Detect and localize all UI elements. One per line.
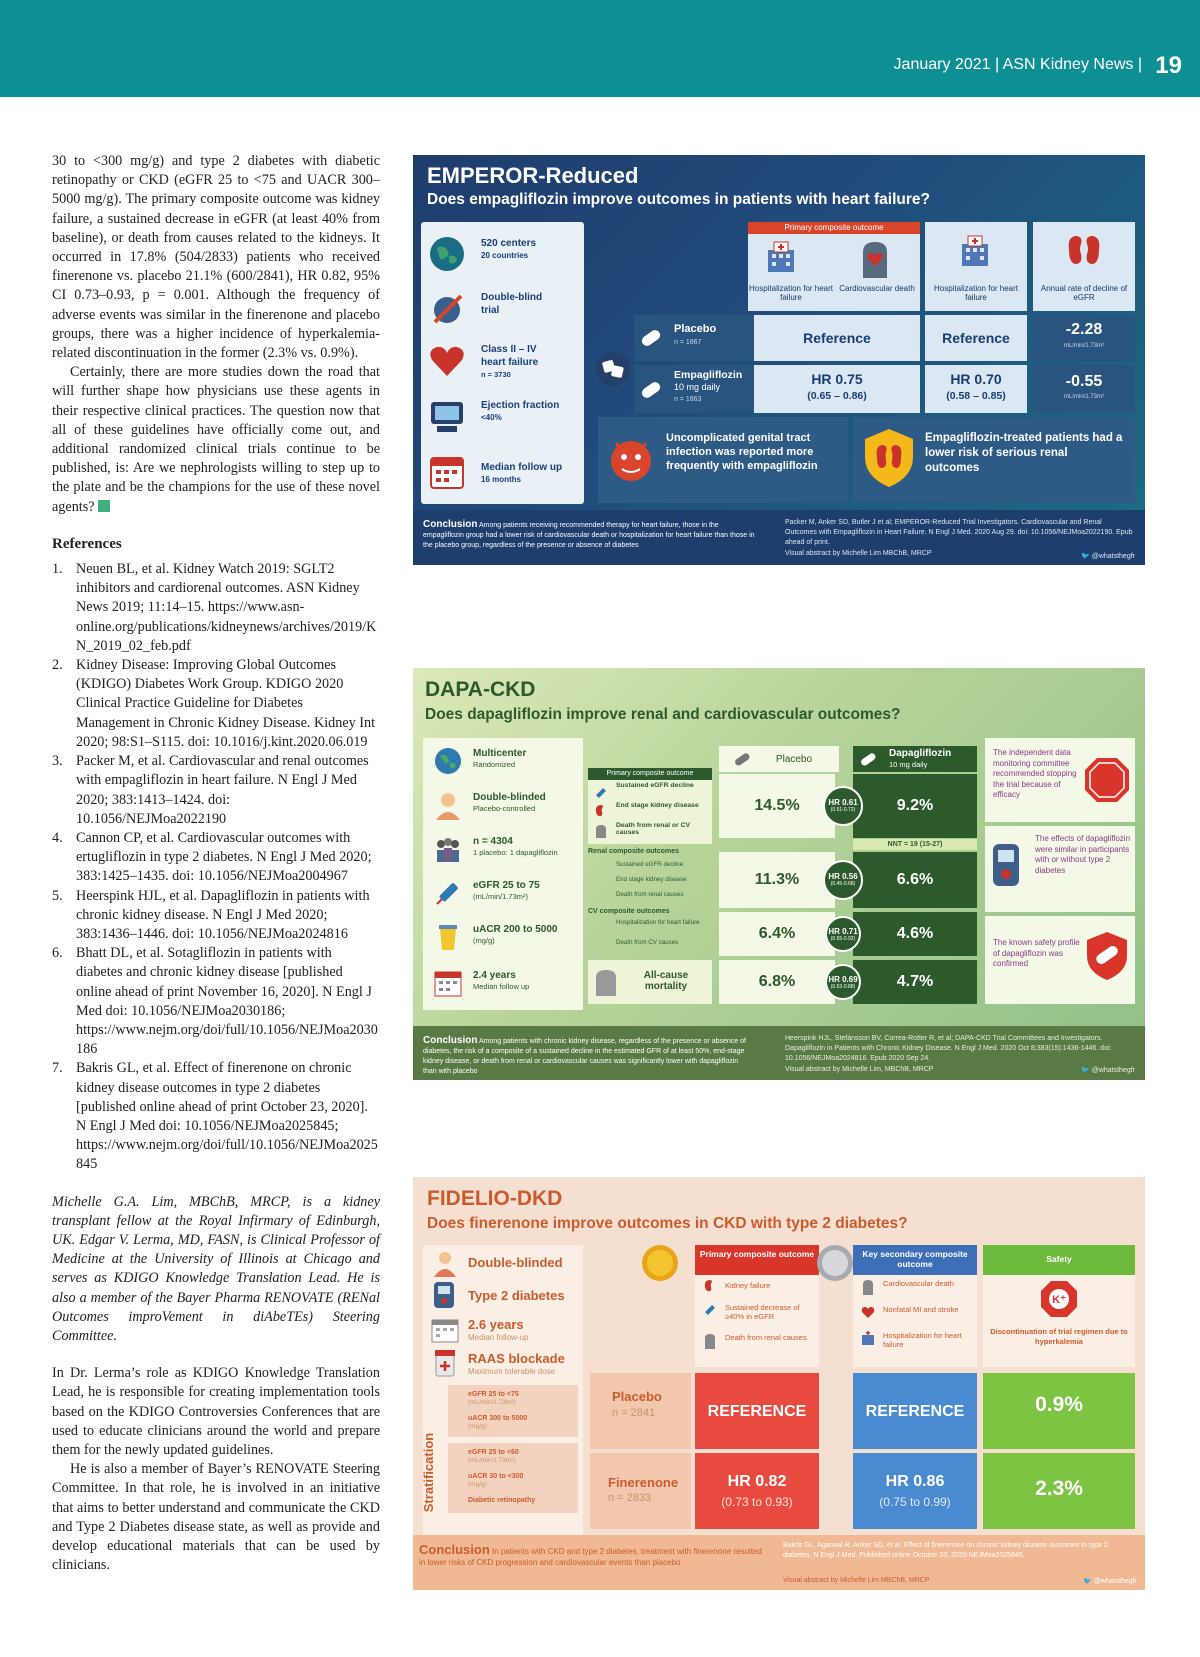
hazard-ratio: HR 0.82 — [727, 1473, 787, 1490]
conclusion-body: In patients with CKD and type 2 diabetes, treatment with finerenone resulted in lower risks of CKD progression and cardiovascular events than placebo — [419, 1547, 762, 1567]
placebo-label: Placebo — [612, 1389, 662, 1404]
finerenone-safety-cell — [983, 1453, 1135, 1529]
design-count: n = 3730 — [481, 370, 511, 379]
design-label: eGFR 25 to 75 — [473, 880, 540, 891]
dapa-conclusion — [413, 1026, 1145, 1080]
confidence-interval: (0.53-0.88) — [830, 984, 856, 990]
reference-value: Reference — [942, 330, 1010, 346]
primary-outcome-box — [588, 768, 712, 844]
dapagliflozin-dose: 10 mg daily — [889, 760, 928, 769]
article-paragraph-text: Certainly, there are more studies down the road that will further shape how physicians use these agents in their respective clinical practices. The question now that all of these guidelines have officially come out, and additional randomized clinical trials continue to be published, is: Are we nephrologists willing to step up to the plate and be the champions for the use of these novel agents? — [52, 364, 380, 515]
outcome-item: Kidney failure — [725, 1281, 771, 1290]
article-paragraph — [52, 363, 380, 517]
egfr-value: -0.55 — [1065, 373, 1103, 390]
references-heading: References — [52, 535, 122, 552]
calendar-icon — [431, 1317, 459, 1343]
stratification-group — [448, 1443, 578, 1513]
design-item — [421, 334, 584, 386]
conclusion-label: Conclusion — [419, 1542, 490, 1557]
dapagliflozin-header — [853, 746, 977, 772]
globe-icon — [427, 234, 467, 274]
conclusion-body: Among patients receiving recommended therapy for heart failure, those in the empagliflozin group had a lower risk of cardiovascular death or hospitalization for heart failure than those in the placebo group, regardless of the presence or absence of diabetes — [423, 522, 755, 549]
article-column — [52, 152, 380, 1575]
empagliflozin-hr-cell — [925, 365, 1027, 413]
shield-kidney-icon — [863, 427, 915, 489]
hazard-ratio: HR 0.71 — [828, 927, 858, 936]
gold-medal-icon — [640, 1243, 680, 1283]
reference-item — [52, 829, 380, 887]
outcome-item: End stage kidney disease — [616, 802, 699, 809]
outcome-item: Sustained eGFR decline — [616, 861, 684, 868]
article-paragraph: In Dr. Lerma’s role as KDIGO Knowledge Translation Lead, he is responsible for creating implementation tools based on the KDIGO Controversies Conferences that are used to educate clinicians around the world and prepare them for the newly updated guidelines. — [52, 1365, 380, 1458]
fidelio-title: FIDELIO-DKD — [427, 1187, 563, 1210]
egfr-column-label: Annual rate of decline of eGFR — [1040, 284, 1128, 302]
reference-number: 4. — [52, 829, 63, 846]
emperor-reduced-abstract — [413, 155, 1145, 565]
design-label: Ejection fraction — [481, 400, 560, 411]
hazard-ratio: HR 0.75 — [811, 371, 863, 387]
design-item — [423, 916, 583, 960]
author-bio: Michelle G.A. Lim, MBChB, MRCP, is a kidney transplant fellow at the Royal Infirmary of Edinburgh, UK. Edgar V. Lerma, MD, FASN, is Clinical Professor of Medicine at the University of Illinois at Chicago and serves as KDIGO Knowledge Translation Lead. He is also a member of the Bayer Pharma RENOVATE (RENal Outcomes improVement in diAbeTEs) Steering Committee. — [52, 1193, 380, 1344]
twitter-icon: 🐦 — [1081, 1067, 1092, 1074]
design-item — [423, 872, 583, 916]
idmc-text: The independent data monitoring committee recommended stopping the trial because of efficacy — [993, 748, 1077, 799]
design-sublabel: Randomized — [473, 760, 516, 769]
design-item — [423, 962, 583, 1006]
empagliflozin-dose: 10 mg daily — [674, 382, 721, 392]
placebo-row-label — [634, 315, 754, 361]
egfr-decline-header — [1033, 222, 1135, 311]
hospital-icon — [764, 240, 798, 274]
safety-text: Discontinuation of trial regimen due to hyperkalemia — [990, 1327, 1128, 1346]
urine-cup-icon — [433, 922, 463, 952]
globe-icon — [433, 746, 463, 776]
renal-outcome-note — [853, 417, 1135, 503]
reference-value: Reference — [803, 330, 871, 346]
heart-icon — [427, 340, 467, 380]
twitter-handle — [1081, 552, 1135, 560]
hazard-ratio: HR 0.70 — [950, 371, 1002, 387]
kidney-icon — [594, 804, 608, 818]
design-label: Class II – IV — [481, 344, 537, 355]
finerenone-label: Finerenone — [608, 1475, 679, 1490]
article-paragraph: 30 to <300 mg/g) and type 2 diabetes with diabetic retinopathy or CKD (eGFR 25 to <75 and UACR 300–5000 mg/g). The primary composite outcome was kidney failure, a sustained decrease in eGFR (at least 40% from baseline), or death from causes related to the kidneys. It occurred in 17.8% (504/2833) patients who received finerenone vs. placebo 21.1% (600/2841), HR 0.82, 95% CI 0.73–0.93, p = 0.001. Although the frequency of adverse events was similar in the finerenone and placebo groups, there was a higher incidence of hyperkalemia-related discontinuation in the former (2.3% vs. 0.9%). — [52, 153, 380, 362]
design-label: 2.4 years — [473, 970, 516, 981]
visual-abstract-credit: Visual abstract by Michelle Lim MBChB, MRCP — [785, 550, 932, 557]
reference-text: Cannon CP, et al. Cardiovascular outcomes with ertugliflozin in type 2 diabetes. N Engl J Med 2020; 383:1425–1435. doi: 10.1056/NEJMoa2004967 — [76, 829, 372, 885]
design-item — [421, 446, 584, 498]
nnt-label: NNT = 19 (15-27) — [853, 839, 977, 850]
echo-machine-icon — [427, 396, 467, 436]
design-sublabel: Placebo-controlled — [473, 804, 536, 813]
emperor-design-panel — [421, 222, 584, 504]
reference-number: 3. — [52, 753, 63, 770]
hazard-ratio-badge — [825, 964, 861, 1000]
design-label: 520 centers — [481, 238, 537, 249]
pill-icon — [859, 750, 877, 768]
design-item — [423, 784, 583, 828]
hazard-ratio-badge — [823, 860, 863, 900]
empagliflozin-hr-cell — [754, 365, 920, 413]
egfr-unit: mL/min/1.73m² — [1063, 343, 1104, 349]
design-item — [423, 740, 583, 784]
dapagliflozin-percentage: 6.6% — [853, 852, 977, 908]
hospitalization-header — [925, 222, 1027, 311]
primary-outcome-box — [695, 1245, 819, 1367]
twitter-handle-text: @whatsthegfr — [1091, 553, 1135, 560]
hazard-ratio: HR 0.86 — [885, 1473, 945, 1490]
visual-abstract-credit: Visual abstract by Michelle Lim MBChB, MRCP — [783, 1577, 930, 1584]
empagliflozin-row-label — [634, 365, 754, 413]
stratification-label — [421, 1405, 441, 1540]
strat-label: eGFR 25 to <60 — [468, 1449, 519, 1456]
fidelio-subtitle: Does finerenone improve outcomes in CKD with type 2 diabetes? — [427, 1215, 908, 1232]
outcome-item: Nonfatal MI and stroke — [883, 1305, 959, 1314]
emperor-conclusion — [413, 510, 1145, 565]
confidence-interval: (0.58 – 0.85) — [946, 390, 1006, 402]
finerenone-row-label — [590, 1453, 691, 1529]
dapa-subtitle: Does dapagliflozin improve renal and cardiovascular outcomes? — [425, 706, 901, 723]
reference-text: Kidney Disease: Improving Global Outcomes (KDIGO) Diabetes Work Group. KDIGO 2020 Clinical Practice Guideline for Diabetes Management in Chronic Kidney Disease. Kidney Int 2020; 98:S1–S115. doi: 10.1016/j.kint.2020.06.019 — [76, 657, 376, 750]
pill-icon — [638, 377, 664, 403]
conclusion-body: Among patients with chronic kidney disease, regardless of the presence or absence of diabetes, the risk of a composite of a sustained decline in the estimated GFR of at least 50%, end-stage kidney disease, or death from renal or cardiovascular causes was significantly lower with dapagliflozin than with placebo — [423, 1038, 746, 1075]
safety-percentage: 2.3% — [1035, 1477, 1083, 1500]
reference-text: Packer M, et al. Cardiovascular and renal outcomes with empagliflozin in heart failure. N Engl J Med 2020; 383:1413–1424. doi: 10.1056/NEJMoa2022190 — [76, 753, 369, 827]
citation: Bakris GL, Agarwal R, Anker SD, et al. Effect of finerenone on chronic kidney disease outcomes in type 2 diabetes. N Engl J Med. Published online October 23, 2020:NEJMoa2025845. — [783, 1542, 1108, 1559]
reference-text: Neuen BL, et al. Kidney Watch 2019: SGLT2 inhibitors and cardiorenal outcomes. ASN Kidney News 2019; 11:14–15. https://www.asn-online.org/publications/kidneynews/archives/2019/KN_2019_02_feb.pdf — [76, 561, 377, 654]
genital-infection-note — [598, 417, 848, 503]
all-cause-label: All-cause mortality — [643, 970, 689, 992]
reference-number: 5. — [52, 887, 63, 904]
result-row — [719, 960, 977, 1004]
twitter-icon: 🐦 — [1083, 1578, 1094, 1585]
syringe-icon — [433, 878, 463, 908]
secondary-outcome-box — [853, 1245, 977, 1367]
egfr-unit: mL/min/1.73m² — [1063, 394, 1104, 400]
outcome-item: Cardiovascular death — [883, 1279, 954, 1288]
renal-composite-label: Renal composite outcomes — [588, 848, 680, 855]
all-cause-mortality-box — [588, 960, 712, 1004]
outcome-item: Death from renal or CV causes — [616, 822, 691, 836]
result-row — [719, 852, 977, 908]
emperor-title: EMPEROR-Reduced — [427, 163, 639, 188]
empagliflozin-count: n = 1863 — [674, 396, 702, 403]
twitter-handle — [1083, 1577, 1137, 1585]
reference-text: Heerspink HJL, et al. Dapagliflozin in patients with chronic kidney disease. N Engl J Med 2020; 383:1436–1446. doi: 10.1056/NEJMoa2024816 — [76, 887, 370, 942]
reference-value: REFERENCE — [707, 1403, 807, 1420]
strat-label: uACR 300 to 5000 — [468, 1415, 528, 1422]
primary-outcome-header — [748, 234, 920, 311]
heart-icon — [861, 1305, 875, 1319]
safety-label: Safety — [983, 1245, 1135, 1275]
placebo-primary-cell — [695, 1373, 819, 1449]
design-label: n = 4304 — [473, 836, 513, 847]
tombstone-icon — [594, 824, 608, 838]
placebo-count: n = 2841 — [612, 1407, 656, 1419]
stratification-text: Stratification — [421, 1432, 437, 1513]
strat-sublabel: (mg/g) — [468, 1423, 487, 1430]
dapa-design-panel — [423, 738, 583, 1010]
effects-text: The effects of dapagliflozin were similar in participants with or without type 2 diabetes — [1035, 834, 1131, 875]
strat-sublabel: (mg/g) — [468, 1481, 487, 1488]
reference-text: Bakris GL, et al. Effect of finerenone on chronic kidney disease outcomes in type 2 diabetes [published online ahead of print October 23, 2020]. N Engl J Med doi: 10.1056/NEJMoa2025845; https://www.nejm.org/doi/full/10.1056/NEJMoa2025845 — [76, 1060, 378, 1173]
placebo-safety-cell — [983, 1373, 1135, 1449]
reference-number: 2. — [52, 657, 63, 674]
design-sublabel: (mL/min/1.73m²) — [473, 892, 529, 901]
references-list — [52, 560, 380, 1175]
citation: Heerspink HJL, Stefánsson BV, Correa-Rotter R, et al; DAPA-CKD Trial Committees and Investigators. Dapagliflozin in Patients with Chronic Kidney Disease. N Engl J Med. 2020 Oct 8;383(15):1436-1446. doi: 10.1056/NEJMoa2024816. Epub 2020 Sep 24. — [785, 1035, 1112, 1062]
cv-death-column-label: Cardiovascular death — [839, 284, 915, 293]
empagliflozin-label: Empagliflozin — [674, 369, 743, 381]
egfr-value: -2.28 — [1065, 321, 1103, 338]
cv-composite-box — [588, 908, 712, 956]
pill-bottle-icon — [433, 1349, 457, 1377]
primary-outcome-label: Primary composite outcome — [588, 768, 712, 780]
design-label: Multicenter — [473, 748, 527, 759]
article-paragraph: He is also a member of Bayer’s RENOVATE Steering Committee. In that role, he is involved in an initiative that aims to better understand and communicate the CKD and Type 2 Diabetes disease state, as well as provide and develop educational materials that can be used by clinicians. — [52, 1461, 380, 1574]
pill-icon — [638, 325, 664, 351]
outcome-item: Hospitalization for heart failure — [883, 1331, 962, 1349]
hospitalization-column-label: Hospitalization for heart failure — [933, 284, 1019, 302]
calendar-icon — [433, 968, 463, 998]
dapa-ckd-abstract — [413, 668, 1145, 1080]
conclusion-text — [423, 1036, 753, 1077]
hospital-icon — [957, 234, 993, 268]
design-sublabel: 1 placebo: 1 dapagliflozin — [473, 848, 558, 857]
hospitalization-column-label: Hospitalization for heart failure — [748, 284, 834, 302]
idmc-note — [985, 738, 1135, 822]
tombstone-icon — [861, 1279, 875, 1295]
dapagliflozin-percentage: 4.7% — [853, 960, 977, 1004]
placebo-row-label — [590, 1373, 691, 1449]
reference-item — [52, 1059, 380, 1174]
hazard-ratio: HR 0.69 — [828, 975, 858, 984]
tombstone-heart-icon — [860, 240, 890, 278]
design-label: Double-blinded — [468, 1255, 563, 1270]
conclusion-text — [423, 520, 758, 551]
reference-item — [52, 656, 380, 752]
reference-number: 1. — [52, 561, 63, 578]
design-item — [421, 390, 584, 442]
design-label: Double-blinded — [473, 792, 546, 803]
outcome-item: Death from CV causes — [616, 939, 679, 946]
page-number: 19 — [1155, 52, 1182, 79]
placebo-count: n = 1867 — [674, 339, 702, 346]
person-icon — [433, 790, 463, 820]
conclusion-text — [419, 1544, 764, 1568]
safety-box — [983, 1245, 1135, 1367]
tombstone-icon — [594, 968, 618, 996]
outcome-item: Death from renal causes — [725, 1333, 807, 1342]
conclusion-label: Conclusion — [423, 519, 478, 530]
stratification-group — [448, 1385, 578, 1437]
reference-item — [52, 752, 380, 829]
placebo-percentage: 6.8% — [719, 960, 835, 1004]
effects-note — [985, 826, 1135, 912]
result-row — [719, 774, 977, 838]
hospital-icon — [861, 1331, 875, 1345]
emperor-subtitle: Does empagliflozin improve outcomes in patients with heart failure? — [427, 191, 930, 208]
design-sublabel: <40% — [481, 413, 502, 422]
primary-composite-label: Primary composite outcome — [748, 222, 920, 234]
design-label: uACR 200 to 5000 — [473, 924, 558, 935]
outcome-item: Hospitalization for heart failure — [616, 919, 700, 926]
design-sublabel: (mg/g) — [473, 936, 495, 945]
primary-outcome-column — [590, 1245, 695, 1367]
placebo-percentage: 11.3% — [719, 852, 835, 908]
placebo-percentage: 6.4% — [719, 912, 835, 956]
placebo-reference-cell — [754, 315, 920, 361]
fidelio-design-panel — [423, 1245, 583, 1540]
calendar-icon — [427, 452, 467, 492]
fidelio-conclusion — [413, 1535, 1145, 1590]
cv-composite-label: CV composite outcomes — [588, 908, 670, 915]
design-sublabel: heart failure — [481, 357, 539, 368]
design-sublabel: Median follow up — [473, 982, 530, 991]
visual-abstract-credit: Visual abstract by Michelle Lim, MBChB, MRCP — [785, 1066, 934, 1073]
placebo-secondary-cell — [853, 1373, 977, 1449]
shield-icon — [1085, 930, 1129, 982]
design-label: 2.6 years — [468, 1317, 524, 1332]
confidence-interval: (0.45-0.68) — [830, 881, 856, 887]
strat-label: eGFR 25 to <75 — [468, 1391, 519, 1398]
fidelio-dkd-abstract — [413, 1177, 1145, 1590]
dapagliflozin-percentage: 4.6% — [853, 912, 977, 956]
finerenone-primary-cell — [695, 1453, 819, 1529]
finerenone-secondary-cell — [853, 1453, 977, 1529]
people-icon — [433, 834, 463, 864]
stop-sign-icon — [1083, 756, 1131, 804]
placebo-percentage: 14.5% — [719, 774, 835, 838]
design-item — [421, 282, 584, 334]
renal-outcome-text: Empagliflozin-treated patients had a lower risk of serious renal outcomes — [925, 432, 1123, 474]
dapa-title: DAPA-CKD — [425, 678, 536, 701]
confidence-interval: (0.55-0.92) — [830, 936, 856, 942]
dapagliflozin-percentage: 9.2% — [853, 774, 977, 838]
confidence-interval: (0.73 to 0.93) — [721, 1495, 793, 1509]
confidence-interval: (0.65 – 0.86) — [807, 390, 867, 402]
outcome-item: Sustained decrease of ≥40% in eGFR — [725, 1303, 800, 1321]
confidence-interval: (0.75 to 0.99) — [879, 1495, 951, 1509]
secondary-outcome-label: Key secondary composite outcome — [853, 1245, 977, 1275]
primary-outcome-label: Primary composite outcome — [695, 1245, 819, 1275]
potassium-warning-icon — [1039, 1279, 1079, 1319]
glucometer-icon — [991, 842, 1021, 888]
safety-note — [985, 916, 1135, 1004]
outcome-item: End stage kidney disease — [616, 876, 687, 883]
hazard-ratio-badge — [825, 916, 861, 952]
placebo-reference-cell — [925, 315, 1027, 361]
design-label: Median follow up — [481, 462, 563, 473]
kidneys-icon — [1065, 232, 1103, 268]
blind-icon — [427, 288, 467, 328]
safety-percentage: 0.9% — [1035, 1393, 1083, 1416]
reference-item — [52, 560, 380, 656]
hazard-ratio: HR 0.56 — [828, 872, 858, 881]
result-row — [719, 912, 977, 956]
design-sublabel: trial — [481, 305, 500, 316]
outcome-item: Sustained eGFR decline — [616, 782, 694, 789]
syringe-icon — [703, 1303, 717, 1317]
placebo-label: Placebo — [775, 754, 813, 765]
strat-sublabel: (mL/min/1.73m²) — [468, 1457, 516, 1464]
renal-composite-box — [588, 848, 712, 906]
twitter-handle-text: @whatsthegfr — [1091, 1067, 1135, 1074]
design-sublabel: 20 countries — [481, 251, 529, 260]
dapagliflozin-label: Dapagliflozin — [889, 748, 952, 759]
strat-label: uACR 30 to <300 — [468, 1473, 524, 1480]
person-icon — [431, 1249, 459, 1277]
reference-item — [52, 887, 380, 945]
design-label: Double-blind — [481, 292, 543, 303]
twitter-handle — [1081, 1066, 1135, 1074]
twitter-handle-text: @whatsthegfr — [1093, 1578, 1137, 1585]
kidney-icon — [703, 1279, 717, 1293]
issue-label: January 2021 | ASN Kidney News | — [893, 56, 1142, 73]
conclusion-label: Conclusion — [423, 1035, 478, 1046]
bacteria-icon — [604, 431, 658, 487]
glucometer-icon — [433, 1281, 455, 1309]
finerenone-count: n = 2833 — [608, 1492, 652, 1504]
hazard-ratio-badge — [823, 786, 863, 826]
design-sublabel: Maximum tolerable dose — [468, 1367, 556, 1376]
svg-text:K⁺: K⁺ — [1052, 1294, 1066, 1306]
placebo-label: Placebo — [674, 323, 717, 335]
citation: Packer M, Anker SD, Butler J et al; EMPEROR-Reduced Trial Investigators. Cardiovascular and Renal Outcomes with Empagliflozin in Heart Failure. N Engl J Med. 2020 Aug 29. doi: 10.1056/NEJMoa2022190. Epub ahead of print. — [785, 519, 1133, 546]
end-mark-icon — [98, 500, 110, 512]
outcome-item: Death from renal causes — [616, 891, 684, 898]
silver-medal-icon — [815, 1243, 855, 1283]
syringe-icon — [594, 786, 608, 800]
reference-item — [52, 944, 380, 1059]
reference-value: REFERENCE — [865, 1403, 965, 1420]
confidence-interval: (0.51-0.72) — [830, 807, 856, 813]
genital-infection-text: Uncomplicated genital tract infection was reported more frequently with empagliflozin — [666, 432, 818, 472]
twitter-icon: 🐦 — [1081, 553, 1092, 560]
design-label: RAAS blockade — [468, 1351, 565, 1366]
empagliflozin-egfr-cell — [1033, 365, 1135, 413]
hazard-ratio: HR 0.61 — [828, 798, 858, 807]
design-label: Type 2 diabetes — [468, 1288, 565, 1303]
tombstone-icon — [703, 1333, 717, 1349]
placebo-egfr-cell — [1033, 315, 1135, 361]
dice-icon — [595, 351, 631, 387]
reference-text: Bhatt DL, et al. Sotagliflozin in patients with diabetes and chronic kidney disease [published online ahead of print November 16, 2020]. N Engl J Med doi: 10.1056/NEJMoa2030186; https://www.nejm.org/doi/full/10.1056/NEJMoa2030186 — [76, 945, 378, 1058]
design-sublabel: 16 months — [481, 475, 522, 484]
page-header — [0, 0, 1200, 97]
strat-label: Diabetic retinopathy — [468, 1497, 536, 1504]
pill-icon — [733, 750, 751, 768]
reference-number: 6. — [52, 945, 63, 962]
design-item — [421, 228, 584, 280]
reference-number: 7. — [52, 1060, 63, 1077]
strat-sublabel: (mL/min/1.73m²) — [468, 1399, 516, 1406]
placebo-header — [719, 746, 839, 772]
safety-text: The known safety profile of dapagliflozin was confirmed — [993, 938, 1080, 968]
design-item — [423, 828, 583, 872]
design-sublabel: Median follow-up — [468, 1333, 529, 1342]
